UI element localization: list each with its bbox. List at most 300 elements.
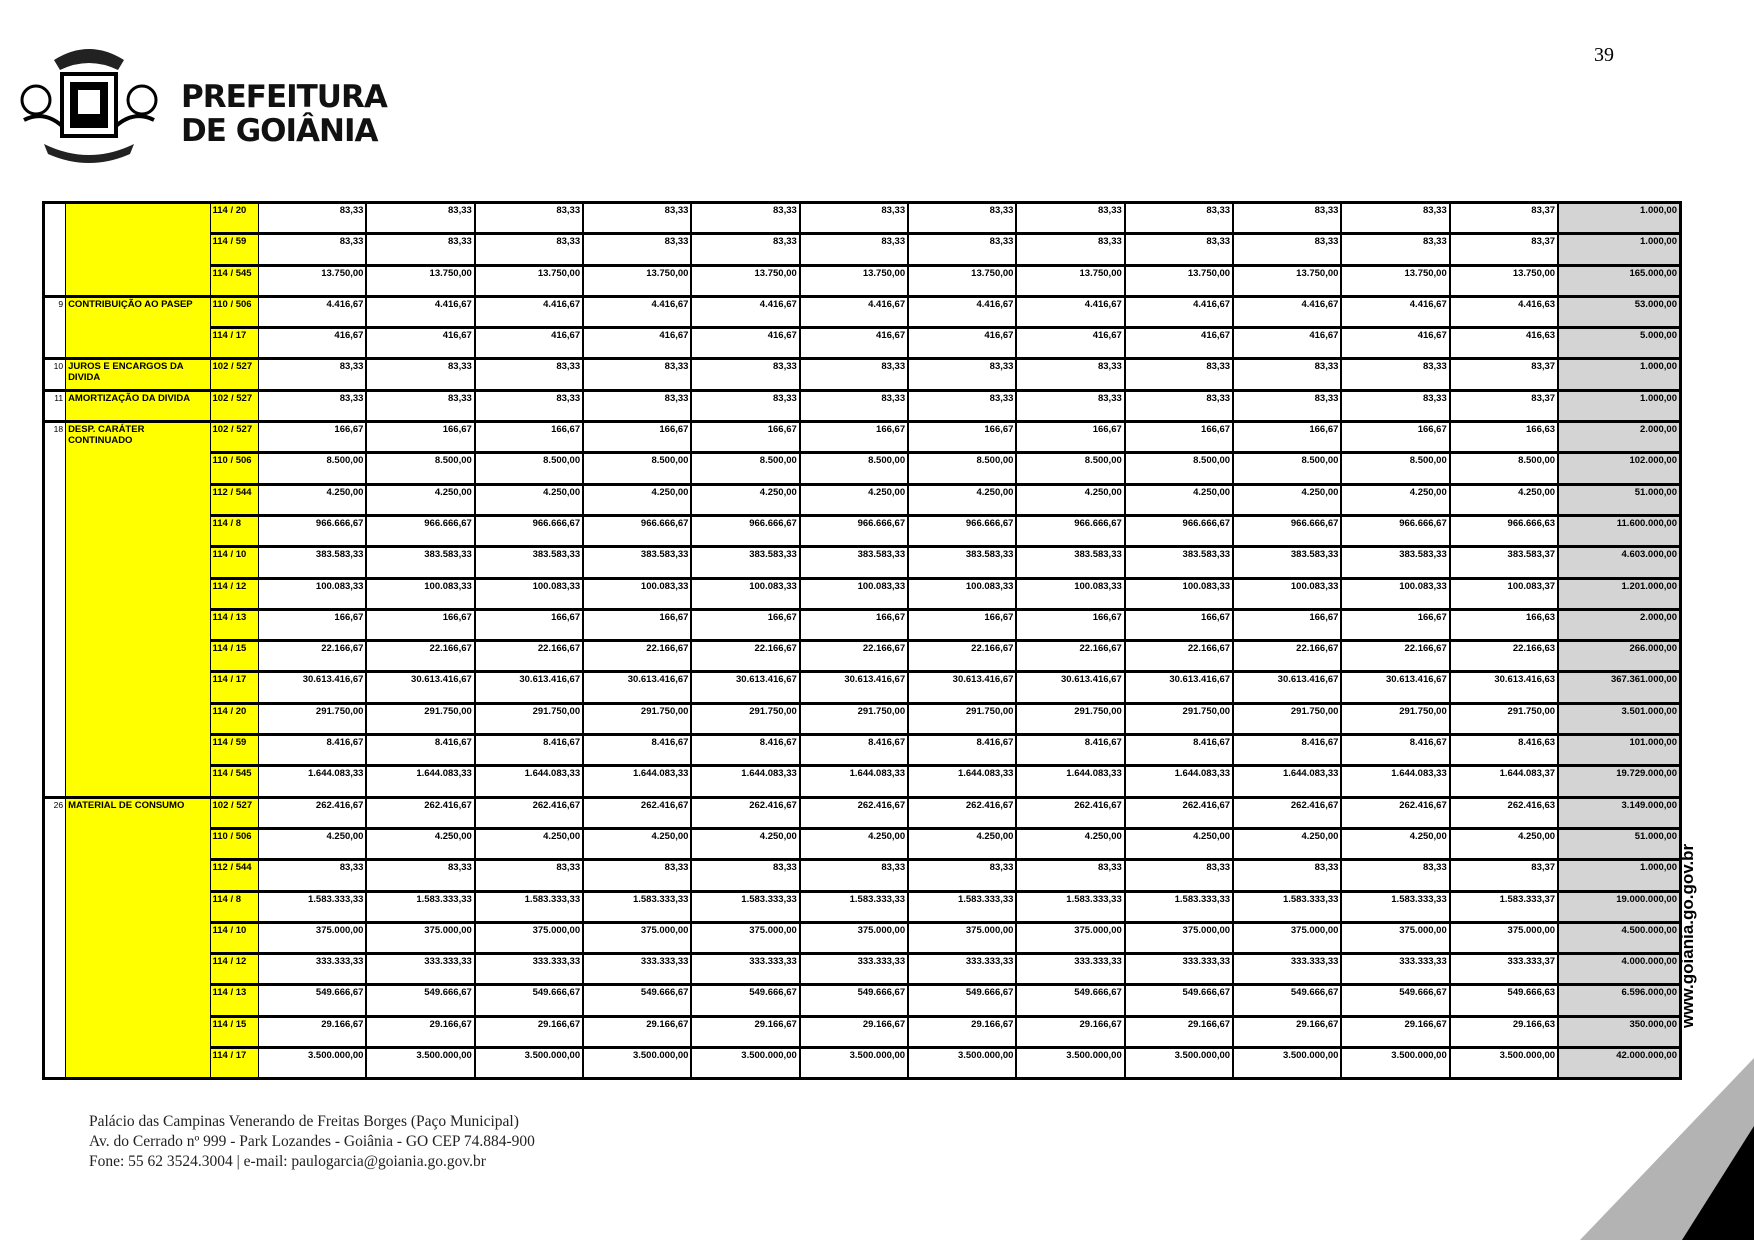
month-value-cell: 83,33 <box>1341 860 1449 891</box>
month-value-cell: 83,33 <box>1125 234 1233 265</box>
month-value-cell: 166,67 <box>1125 609 1233 640</box>
month-value-cell: 4.250,00 <box>1450 484 1558 515</box>
month-value-cell: 83,37 <box>1450 234 1558 265</box>
month-value-cell: 1.644.083,33 <box>691 766 799 797</box>
month-value-cell: 262.416,67 <box>1125 797 1233 828</box>
month-value-cell: 166,67 <box>691 422 799 453</box>
month-value-cell: 83,33 <box>691 390 799 421</box>
item-description-cell: CONTRIBUIÇÃO AO PASEP <box>66 296 210 359</box>
month-value-cell: 100.083,33 <box>1233 578 1341 609</box>
month-value-cell: 291.750,00 <box>800 703 908 734</box>
source-code-cell: 112 / 544 <box>210 860 258 891</box>
month-value-cell: 22.166,67 <box>908 641 1016 672</box>
table-row <box>44 609 1681 640</box>
month-value-cell: 3.500.000,00 <box>1125 1048 1233 1079</box>
source-code-cell: 114 / 17 <box>210 328 258 359</box>
month-value-cell: 1.583.333,33 <box>583 891 691 922</box>
month-value-cell: 22.166,67 <box>691 641 799 672</box>
month-value-cell: 375.000,00 <box>800 922 908 953</box>
month-value-cell: 1.583.333,33 <box>691 891 799 922</box>
month-value-cell: 1.644.083,33 <box>908 766 1016 797</box>
month-value-cell: 416,67 <box>258 328 366 359</box>
month-value-cell: 966.666,67 <box>1016 515 1124 546</box>
month-value-cell: 22.166,67 <box>800 641 908 672</box>
month-value-cell: 549.666,67 <box>1341 985 1449 1016</box>
month-value-cell: 100.083,33 <box>908 578 1016 609</box>
month-value-cell: 3.500.000,00 <box>691 1048 799 1079</box>
month-value-cell: 966.666,67 <box>908 515 1016 546</box>
month-value-cell: 4.416,67 <box>1233 296 1341 327</box>
month-value-cell: 375.000,00 <box>475 922 583 953</box>
month-value-cell: 4.416,67 <box>800 296 908 327</box>
month-value-cell: 30.613.416,67 <box>1233 672 1341 703</box>
month-value-cell: 4.250,00 <box>1016 828 1124 859</box>
month-value-cell: 4.416,67 <box>908 296 1016 327</box>
month-value-cell: 83,33 <box>691 359 799 390</box>
item-description-cell: MATERIAL DE CONSUMO <box>66 797 210 1079</box>
month-value-cell: 262.416,67 <box>691 797 799 828</box>
month-value-cell: 1.644.083,33 <box>800 766 908 797</box>
month-value-cell: 13.750,00 <box>1341 265 1449 296</box>
table-row <box>44 985 1681 1016</box>
month-value-cell: 4.416,67 <box>258 296 366 327</box>
table-row <box>44 766 1681 797</box>
annual-total-cell: 42.000.000,00 <box>1558 1048 1680 1079</box>
month-value-cell: 100.083,33 <box>800 578 908 609</box>
month-value-cell: 4.416,67 <box>583 296 691 327</box>
month-value-cell: 383.583,33 <box>258 547 366 578</box>
table-row <box>44 891 1681 922</box>
month-value-cell: 83,33 <box>1233 203 1341 234</box>
month-value-cell: 166,63 <box>1450 422 1558 453</box>
month-value-cell: 262.416,67 <box>1233 797 1341 828</box>
budget-table-body <box>44 203 1681 1079</box>
month-value-cell: 8.500,00 <box>366 453 474 484</box>
month-value-cell: 4.416,67 <box>1016 296 1124 327</box>
month-value-cell: 966.666,67 <box>691 515 799 546</box>
month-value-cell: 383.583,33 <box>583 547 691 578</box>
side-website-url: www.goiania.go.gov.br <box>1678 843 1697 1028</box>
month-value-cell: 291.750,00 <box>1341 703 1449 734</box>
table-row <box>44 265 1681 296</box>
month-value-cell: 4.250,00 <box>691 828 799 859</box>
source-code-cell: 114 / 17 <box>210 1048 258 1079</box>
month-value-cell: 29.166,67 <box>800 1016 908 1047</box>
source-code-cell: 114 / 13 <box>210 609 258 640</box>
month-value-cell: 8.500,00 <box>1450 453 1558 484</box>
annual-total-cell: 4.000.000,00 <box>1558 954 1680 985</box>
annual-total-cell: 1.000,00 <box>1558 860 1680 891</box>
month-value-cell: 83,33 <box>1233 359 1341 390</box>
month-value-cell: 333.333,33 <box>908 954 1016 985</box>
budget-table-container <box>42 201 1682 1080</box>
month-value-cell: 3.500.000,00 <box>258 1048 366 1079</box>
month-value-cell: 375.000,00 <box>1450 922 1558 953</box>
month-value-cell: 333.333,33 <box>691 954 799 985</box>
month-value-cell: 8.500,00 <box>691 453 799 484</box>
month-value-cell: 83,33 <box>800 390 908 421</box>
month-value-cell: 375.000,00 <box>908 922 1016 953</box>
table-row <box>44 828 1681 859</box>
month-value-cell: 4.250,00 <box>583 484 691 515</box>
month-value-cell: 262.416,67 <box>908 797 1016 828</box>
month-value-cell: 13.750,00 <box>1016 265 1124 296</box>
month-value-cell: 13.750,00 <box>691 265 799 296</box>
month-value-cell: 83,33 <box>1016 359 1124 390</box>
month-value-cell: 8.416,67 <box>908 735 1016 766</box>
month-value-cell: 22.166,67 <box>258 641 366 672</box>
month-value-cell: 383.583,33 <box>1016 547 1124 578</box>
month-value-cell: 291.750,00 <box>691 703 799 734</box>
month-value-cell: 1.583.333,33 <box>475 891 583 922</box>
month-value-cell: 262.416,67 <box>1341 797 1449 828</box>
month-value-cell: 375.000,00 <box>1233 922 1341 953</box>
month-value-cell: 4.250,00 <box>366 828 474 859</box>
source-code-cell: 114 / 20 <box>210 703 258 734</box>
month-value-cell: 30.613.416,67 <box>475 672 583 703</box>
month-value-cell: 166,67 <box>800 609 908 640</box>
month-value-cell: 100.083,33 <box>1016 578 1124 609</box>
source-code-cell: 114 / 8 <box>210 891 258 922</box>
month-value-cell: 1.644.083,33 <box>475 766 583 797</box>
month-value-cell: 1.644.083,33 <box>1125 766 1233 797</box>
month-value-cell: 1.583.333,33 <box>800 891 908 922</box>
month-value-cell: 30.613.416,63 <box>1450 672 1558 703</box>
month-value-cell: 333.333,33 <box>258 954 366 985</box>
source-code-cell: 114 / 59 <box>210 735 258 766</box>
item-code-cell: 9 <box>44 296 66 359</box>
month-value-cell: 333.333,33 <box>800 954 908 985</box>
source-code-cell: 114 / 17 <box>210 672 258 703</box>
table-row <box>44 422 1681 453</box>
month-value-cell: 4.250,00 <box>1341 828 1449 859</box>
coat-of-arms-logo <box>14 40 164 168</box>
annual-total-cell: 5.000,00 <box>1558 328 1680 359</box>
month-value-cell: 333.333,33 <box>1341 954 1449 985</box>
month-value-cell: 83,33 <box>1016 203 1124 234</box>
month-value-cell: 291.750,00 <box>908 703 1016 734</box>
month-value-cell: 1.644.083,33 <box>366 766 474 797</box>
month-value-cell: 13.750,00 <box>1233 265 1341 296</box>
month-value-cell: 100.083,33 <box>691 578 799 609</box>
month-value-cell: 333.333,33 <box>1233 954 1341 985</box>
table-row <box>44 672 1681 703</box>
month-value-cell: 416,67 <box>583 328 691 359</box>
month-value-cell: 83,33 <box>1016 860 1124 891</box>
month-value-cell: 22.166,67 <box>1341 641 1449 672</box>
month-value-cell: 13.750,00 <box>258 265 366 296</box>
month-value-cell: 262.416,67 <box>366 797 474 828</box>
month-value-cell: 291.750,00 <box>366 703 474 734</box>
month-value-cell: 4.250,00 <box>800 484 908 515</box>
month-value-cell: 83,37 <box>1450 203 1558 234</box>
table-row <box>44 484 1681 515</box>
month-value-cell: 100.083,37 <box>1450 578 1558 609</box>
source-code-cell: 114 / 12 <box>210 954 258 985</box>
month-value-cell: 100.083,33 <box>366 578 474 609</box>
page-number: 39 <box>1594 44 1614 66</box>
annual-total-cell: 19.000.000,00 <box>1558 891 1680 922</box>
month-value-cell: 83,33 <box>691 860 799 891</box>
month-value-cell: 83,33 <box>366 234 474 265</box>
source-code-cell: 114 / 20 <box>210 203 258 234</box>
month-value-cell: 333.333,33 <box>1016 954 1124 985</box>
month-value-cell: 262.416,67 <box>583 797 691 828</box>
month-value-cell: 966.666,63 <box>1450 515 1558 546</box>
month-value-cell: 549.666,67 <box>583 985 691 1016</box>
annual-total-cell: 51.000,00 <box>1558 484 1680 515</box>
month-value-cell: 13.750,00 <box>1450 265 1558 296</box>
source-code-cell: 102 / 527 <box>210 797 258 828</box>
footer-address <box>89 1112 535 1172</box>
month-value-cell: 166,67 <box>258 609 366 640</box>
month-value-cell: 8.500,00 <box>1341 453 1449 484</box>
month-value-cell: 291.750,00 <box>1450 703 1558 734</box>
month-value-cell: 83,33 <box>1341 234 1449 265</box>
month-value-cell: 8.416,67 <box>1233 735 1341 766</box>
month-value-cell: 166,67 <box>366 422 474 453</box>
month-value-cell: 83,33 <box>583 359 691 390</box>
month-value-cell: 100.083,33 <box>1341 578 1449 609</box>
month-value-cell: 13.750,00 <box>1125 265 1233 296</box>
month-value-cell: 166,67 <box>475 609 583 640</box>
month-value-cell: 166,67 <box>800 422 908 453</box>
item-code-cell: 26 <box>44 797 66 1079</box>
item-description-cell <box>66 203 210 297</box>
item-code-cell: 11 <box>44 390 66 421</box>
month-value-cell: 291.750,00 <box>258 703 366 734</box>
month-value-cell: 416,63 <box>1450 328 1558 359</box>
month-value-cell: 83,33 <box>908 390 1016 421</box>
month-value-cell: 30.613.416,67 <box>691 672 799 703</box>
month-value-cell: 549.666,67 <box>691 985 799 1016</box>
item-description-cell: JUROS E ENCARGOS DA DIVIDA <box>66 359 210 390</box>
month-value-cell: 166,67 <box>258 422 366 453</box>
month-value-cell: 83,33 <box>366 390 474 421</box>
month-value-cell: 333.333,33 <box>366 954 474 985</box>
month-value-cell: 83,33 <box>908 203 1016 234</box>
month-value-cell: 262.416,67 <box>475 797 583 828</box>
month-value-cell: 3.500.000,00 <box>475 1048 583 1079</box>
item-description-cell: AMORTIZAÇÃO DA DIVIDA <box>66 390 210 421</box>
source-code-cell: 110 / 506 <box>210 296 258 327</box>
month-value-cell: 383.583,33 <box>1341 547 1449 578</box>
month-value-cell: 1.583.333,33 <box>1125 891 1233 922</box>
month-value-cell: 333.333,33 <box>475 954 583 985</box>
annual-total-cell: 53.000,00 <box>1558 296 1680 327</box>
month-value-cell: 83,33 <box>475 860 583 891</box>
month-value-cell: 4.250,00 <box>1450 828 1558 859</box>
annual-total-cell: 350.000,00 <box>1558 1016 1680 1047</box>
annual-total-cell: 3.149.000,00 <box>1558 797 1680 828</box>
month-value-cell: 549.666,67 <box>1125 985 1233 1016</box>
month-value-cell: 291.750,00 <box>1125 703 1233 734</box>
month-value-cell: 22.166,67 <box>475 641 583 672</box>
annual-total-cell: 2.000,00 <box>1558 609 1680 640</box>
table-row <box>44 453 1681 484</box>
source-code-cell: 114 / 10 <box>210 547 258 578</box>
month-value-cell: 30.613.416,67 <box>800 672 908 703</box>
source-code-cell: 114 / 59 <box>210 234 258 265</box>
month-value-cell: 383.583,33 <box>366 547 474 578</box>
month-value-cell: 8.416,67 <box>800 735 908 766</box>
annual-total-cell: 3.501.000,00 <box>1558 703 1680 734</box>
month-value-cell: 22.166,63 <box>1450 641 1558 672</box>
month-value-cell: 8.500,00 <box>475 453 583 484</box>
table-row <box>44 735 1681 766</box>
month-value-cell: 83,33 <box>1125 860 1233 891</box>
month-value-cell: 8.416,67 <box>1125 735 1233 766</box>
month-value-cell: 4.250,00 <box>1233 828 1341 859</box>
table-row <box>44 296 1681 327</box>
month-value-cell: 83,33 <box>258 203 366 234</box>
month-value-cell: 549.666,67 <box>800 985 908 1016</box>
month-value-cell: 262.416,63 <box>1450 797 1558 828</box>
month-value-cell: 1.644.083,33 <box>1016 766 1124 797</box>
month-value-cell: 83,33 <box>475 234 583 265</box>
table-row <box>44 578 1681 609</box>
month-value-cell: 3.500.000,00 <box>583 1048 691 1079</box>
month-value-cell: 375.000,00 <box>1016 922 1124 953</box>
corner-decoration <box>1580 1058 1754 1240</box>
month-value-cell: 83,33 <box>583 860 691 891</box>
month-value-cell: 966.666,67 <box>1125 515 1233 546</box>
month-value-cell: 166,67 <box>1233 422 1341 453</box>
table-row <box>44 797 1681 828</box>
annual-total-cell: 102.000,00 <box>1558 453 1680 484</box>
month-value-cell: 416,67 <box>475 328 583 359</box>
month-value-cell: 4.250,00 <box>475 484 583 515</box>
month-value-cell: 383.583,33 <box>800 547 908 578</box>
month-value-cell: 4.250,00 <box>1341 484 1449 515</box>
source-code-cell: 114 / 13 <box>210 985 258 1016</box>
month-value-cell: 966.666,67 <box>1341 515 1449 546</box>
annual-total-cell: 266.000,00 <box>1558 641 1680 672</box>
month-value-cell: 291.750,00 <box>475 703 583 734</box>
annual-total-cell: 1.000,00 <box>1558 390 1680 421</box>
month-value-cell: 262.416,67 <box>1016 797 1124 828</box>
annual-total-cell: 4.603.000,00 <box>1558 547 1680 578</box>
month-value-cell: 8.416,67 <box>1341 735 1449 766</box>
source-code-cell: 102 / 527 <box>210 390 258 421</box>
annual-total-cell: 165.000,00 <box>1558 265 1680 296</box>
month-value-cell: 83,33 <box>583 390 691 421</box>
table-row <box>44 515 1681 546</box>
month-value-cell: 3.500.000,00 <box>1233 1048 1341 1079</box>
month-value-cell: 13.750,00 <box>800 265 908 296</box>
month-value-cell: 8.416,67 <box>258 735 366 766</box>
month-value-cell: 1.583.333,33 <box>1016 891 1124 922</box>
month-value-cell: 29.166,67 <box>583 1016 691 1047</box>
annual-total-cell: 19.729.000,00 <box>1558 766 1680 797</box>
month-value-cell: 383.583,33 <box>475 547 583 578</box>
month-value-cell: 3.500.000,00 <box>1450 1048 1558 1079</box>
month-value-cell: 262.416,67 <box>258 797 366 828</box>
table-row <box>44 641 1681 672</box>
month-value-cell: 83,33 <box>908 860 1016 891</box>
month-value-cell: 166,67 <box>1016 609 1124 640</box>
month-value-cell: 4.416,63 <box>1450 296 1558 327</box>
table-row <box>44 203 1681 234</box>
month-value-cell: 13.750,00 <box>366 265 474 296</box>
month-value-cell: 30.613.416,67 <box>908 672 1016 703</box>
month-value-cell: 8.416,67 <box>475 735 583 766</box>
month-value-cell: 83,33 <box>475 359 583 390</box>
annual-total-cell: 51.000,00 <box>1558 828 1680 859</box>
month-value-cell: 966.666,67 <box>583 515 691 546</box>
month-value-cell: 966.666,67 <box>258 515 366 546</box>
month-value-cell: 966.666,67 <box>800 515 908 546</box>
month-value-cell: 3.500.000,00 <box>800 1048 908 1079</box>
month-value-cell: 375.000,00 <box>366 922 474 953</box>
table-row <box>44 359 1681 390</box>
month-value-cell: 3.500.000,00 <box>1016 1048 1124 1079</box>
month-value-cell: 29.166,67 <box>475 1016 583 1047</box>
month-value-cell: 83,33 <box>800 203 908 234</box>
annual-total-cell: 1.000,00 <box>1558 234 1680 265</box>
month-value-cell: 8.500,00 <box>800 453 908 484</box>
month-value-cell: 4.250,00 <box>1233 484 1341 515</box>
month-value-cell: 83,33 <box>1125 203 1233 234</box>
logo-line-2: DE GOIÂNIA <box>181 113 378 149</box>
month-value-cell: 29.166,63 <box>1450 1016 1558 1047</box>
month-value-cell: 100.083,33 <box>258 578 366 609</box>
month-value-cell: 383.583,37 <box>1450 547 1558 578</box>
month-value-cell: 83,33 <box>366 860 474 891</box>
month-value-cell: 83,33 <box>908 359 1016 390</box>
source-code-cell: 114 / 10 <box>210 922 258 953</box>
month-value-cell: 4.416,67 <box>1341 296 1449 327</box>
month-value-cell: 83,33 <box>1233 390 1341 421</box>
month-value-cell: 416,67 <box>800 328 908 359</box>
month-value-cell: 1.644.083,37 <box>1450 766 1558 797</box>
month-value-cell: 291.750,00 <box>1233 703 1341 734</box>
month-value-cell: 4.416,67 <box>475 296 583 327</box>
month-value-cell: 549.666,67 <box>366 985 474 1016</box>
month-value-cell: 30.613.416,67 <box>258 672 366 703</box>
month-value-cell: 83,33 <box>800 359 908 390</box>
annual-total-cell: 1.000,00 <box>1558 359 1680 390</box>
month-value-cell: 30.613.416,67 <box>583 672 691 703</box>
month-value-cell: 29.166,67 <box>366 1016 474 1047</box>
source-code-cell: 112 / 544 <box>210 484 258 515</box>
month-value-cell: 4.416,67 <box>366 296 474 327</box>
month-value-cell: 1.583.333,33 <box>1341 891 1449 922</box>
month-value-cell: 549.666,67 <box>1016 985 1124 1016</box>
table-row <box>44 1016 1681 1047</box>
month-value-cell: 383.583,33 <box>908 547 1016 578</box>
month-value-cell: 83,33 <box>1016 234 1124 265</box>
month-value-cell: 83,33 <box>800 860 908 891</box>
month-value-cell: 416,67 <box>908 328 1016 359</box>
month-value-cell: 4.250,00 <box>258 484 366 515</box>
month-value-cell: 3.500.000,00 <box>366 1048 474 1079</box>
annual-total-cell: 6.596.000,00 <box>1558 985 1680 1016</box>
source-code-cell: 102 / 527 <box>210 422 258 453</box>
month-value-cell: 30.613.416,67 <box>1341 672 1449 703</box>
month-value-cell: 83,33 <box>258 359 366 390</box>
month-value-cell: 29.166,67 <box>1125 1016 1233 1047</box>
month-value-cell: 333.333,37 <box>1450 954 1558 985</box>
month-value-cell: 166,67 <box>583 422 691 453</box>
month-value-cell: 4.250,00 <box>691 484 799 515</box>
month-value-cell: 83,33 <box>1125 390 1233 421</box>
footer-line-1: Palácio das Campinas Venerando de Freitas Borges (Paço Municipal) <box>89 1113 519 1130</box>
source-code-cell: 114 / 8 <box>210 515 258 546</box>
item-code-cell: 18 <box>44 422 66 798</box>
source-code-cell: 114 / 545 <box>210 766 258 797</box>
month-value-cell: 83,33 <box>583 234 691 265</box>
